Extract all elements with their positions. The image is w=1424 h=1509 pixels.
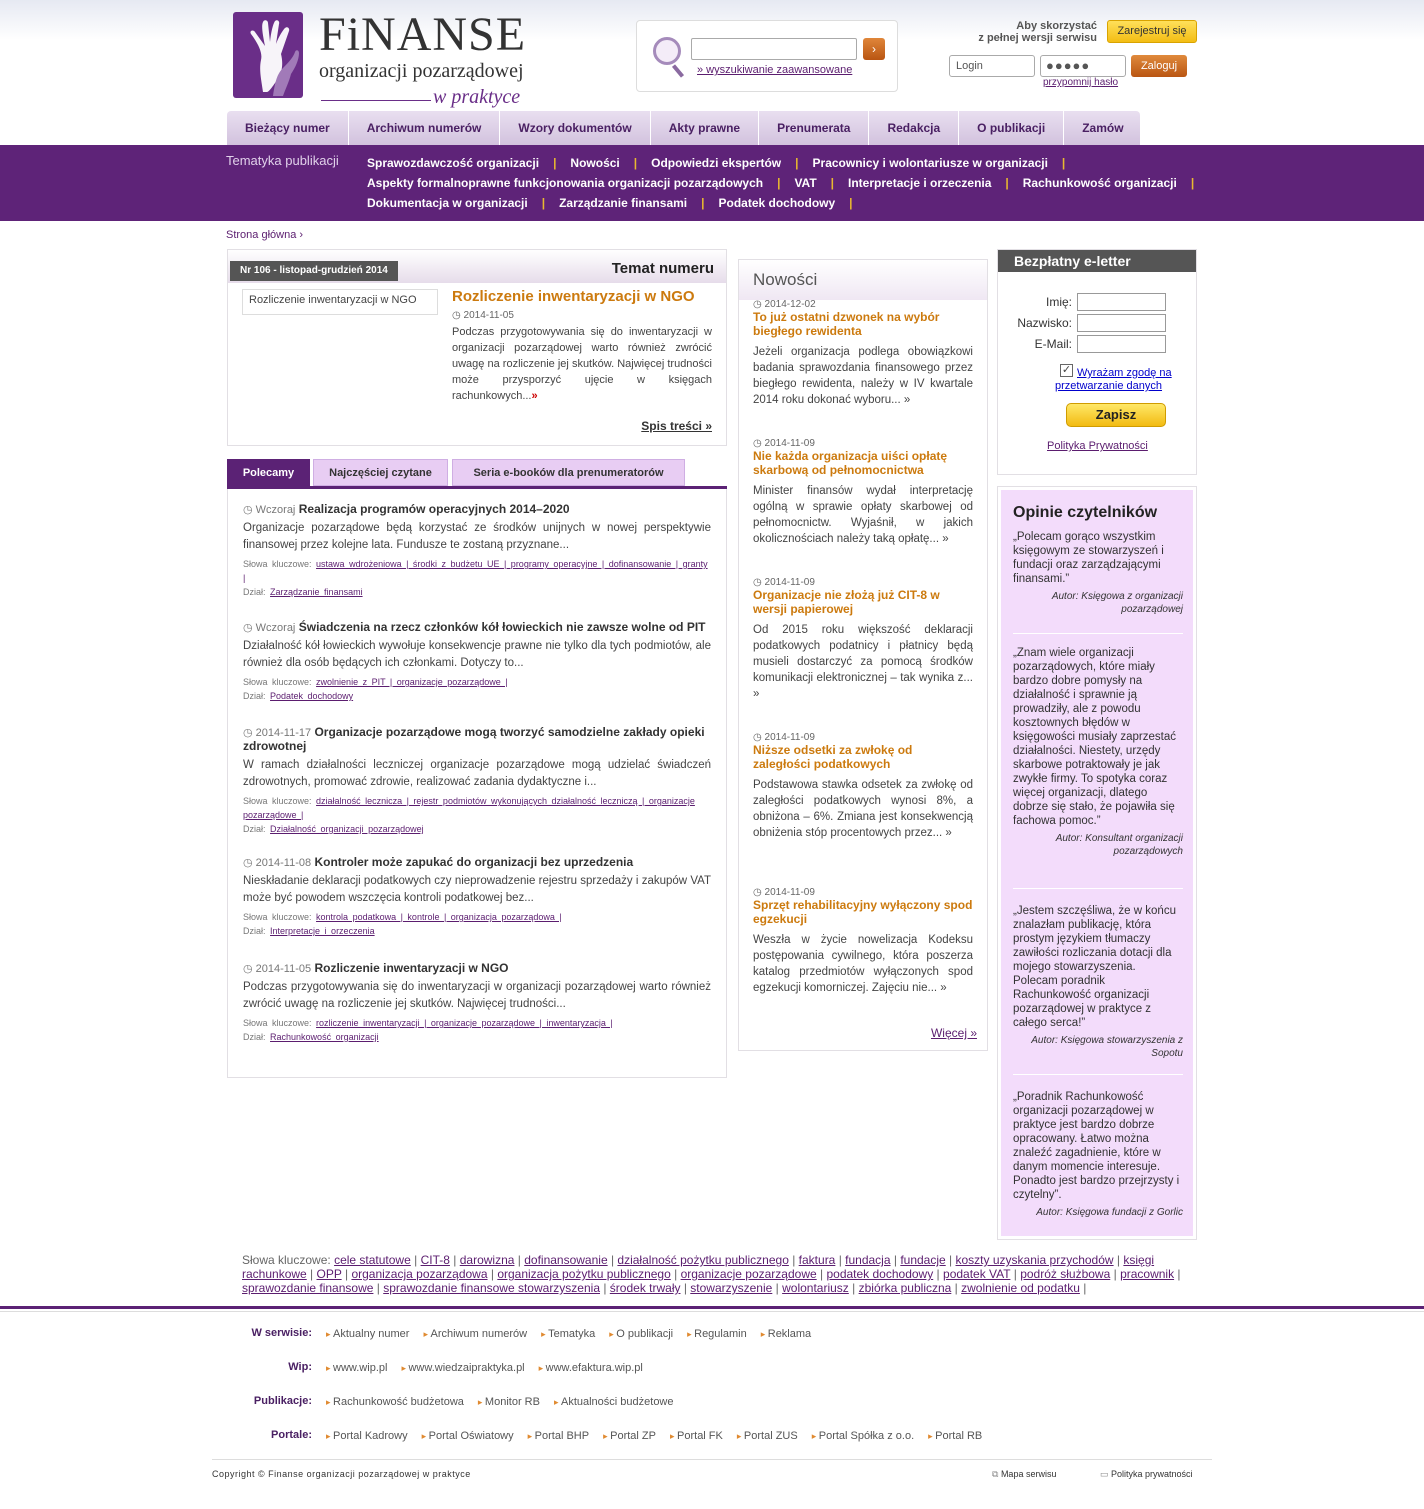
keyword-link[interactable]: sprawozdanie finansowe stowarzyszenia: [383, 1281, 600, 1295]
news-item: [753, 887, 973, 996]
tab-ebooks[interactable]: Seria e-booków dla prenumeratorów: [452, 459, 685, 486]
topic-separator: |: [553, 156, 557, 170]
feed-item-date: [243, 857, 311, 869]
keywords-links[interactable]: zwolnienie z PIT | organizacje pozarządowe |: [316, 677, 508, 687]
news-text: Minister finansów wydał interpretację ogólną w sprawie opłaty skarbowej od pełnomocnictw. Wyjaśnił, w jakich okolicznościach należy taką opłatę... »: [753, 485, 973, 545]
keyword-link[interactable]: dofinansowanie: [524, 1253, 608, 1267]
feed-item-date-text: 2014-11-08: [255, 857, 312, 869]
news-text: Weszła w życie nowelizacja Kodeksu postępowania cywilnego, która poszerza katalog przedmiotów wyłączonych spod egzekucji komorniczej. Zajęciu nie... »: [753, 934, 973, 994]
feed-panel: [227, 489, 727, 1078]
feed-item-text: Podczas przygotowywania się do inwentaryzacji w organizacji pozarządowej warto również zwrócić uwagę na rozliczenie jej skutków. Najwięcej trudności...: [243, 981, 711, 1010]
feed-item-date: [243, 963, 311, 975]
footer-link[interactable]: ▸ Archiwum numerów: [423, 1328, 527, 1340]
opinion-separator: [1013, 888, 1183, 889]
tab-recommended[interactable]: Polecamy: [227, 459, 310, 486]
department-label: Dział:: [243, 926, 266, 936]
footer-row-label: Publikacje:: [253, 1395, 312, 1407]
issue-date-text: 2014-11-05: [463, 310, 514, 321]
nav-item-2[interactable]: Wzory dokumentów: [500, 111, 650, 145]
email-field[interactable]: [1077, 335, 1166, 353]
register-prompt-line1: Aby skorzystać: [1016, 20, 1097, 32]
footer-link[interactable]: ▸ O publikacji: [609, 1328, 673, 1340]
clock-icon: ◷: [452, 310, 464, 321]
issue-theme-heading: Temat numeru: [611, 260, 714, 277]
keywords-cloud-label: Słowa kluczowe:: [242, 1253, 331, 1267]
keywords-links[interactable]: kontrola podatkowa | kontrole | organizacja pozarządowa |: [316, 912, 562, 922]
register-prompt: [940, 20, 1097, 44]
topic-separator: |: [1005, 176, 1009, 190]
consent-link[interactable]: Wyrażam zgodę na przetwarzanie danych: [1055, 367, 1172, 392]
news-title: Nowości: [753, 270, 818, 289]
opinion: [1013, 646, 1183, 858]
feed-item-keywords: [243, 675, 711, 703]
news-text: Podstawowa stawka odsetek za zwłokę od zaległości podatkowych wynosi 8%, a obniżona – 6%. Zmiana jest konsekwencją obniżenia stóp procentowych przez... »: [753, 779, 973, 839]
privacy-policy-link[interactable]: Polityka Prywatności: [1047, 440, 1148, 452]
keyword-link[interactable]: wolontariusz: [782, 1281, 849, 1295]
footer-link[interactable]: ▸ Portal FK: [670, 1430, 723, 1442]
main-navigation: [227, 111, 1140, 145]
keywords-label: Słowa kluczowe:: [243, 559, 312, 569]
footer-row-label: W serwisie:: [251, 1327, 312, 1339]
keyword-link[interactable]: organizacje pozarządowe: [680, 1267, 817, 1281]
news-title-link[interactable]: To już ostatni dzwonek na wybór biegłego rewidenta: [753, 310, 940, 338]
feed-item: [243, 725, 711, 836]
footer-row-links: [326, 1396, 688, 1408]
footer-link[interactable]: ▸ Portal ZUS: [737, 1430, 798, 1442]
eletter-title: Bezpłatny e-letter: [998, 250, 1196, 272]
site-logo[interactable]: [233, 8, 533, 108]
feed-item: [243, 855, 711, 938]
feed-item: [243, 502, 711, 599]
opinion-author: Autor: Księgowa stowarzyszenia z Sopotu: [1031, 1035, 1183, 1059]
footer-row-label: Portale:: [271, 1429, 312, 1441]
clock-icon: ◷: [753, 887, 765, 898]
feed-item-title[interactable]: Organizacje pozarządowe mogą tworzyć samodzielne zakłady opieki zdrowotnej: [243, 725, 705, 753]
footer-row-links: [326, 1430, 996, 1442]
news-title-link[interactable]: Sprzęt rehabilitacyjny wyłączony spod egzekucji: [753, 898, 973, 926]
topics-label: Tematyka publikacji: [226, 153, 339, 168]
keywords-label: Słowa kluczowe:: [243, 796, 312, 806]
opinions-title: Opinie czytelników: [1013, 504, 1158, 521]
opinion: [1013, 904, 1183, 1060]
department-label: Dział:: [243, 587, 266, 597]
keyword-link[interactable]: działalność pożytku publicznego: [617, 1253, 789, 1267]
topic-link[interactable]: Interpretacje i orzeczenia: [848, 176, 992, 190]
feed-item-title[interactable]: Kontroler może zapukać do organizacji bez uprzedzenia: [314, 855, 634, 869]
feed-item-title[interactable]: Realizacja programów operacyjnych 2014–2020: [298, 502, 570, 516]
news-title-link[interactable]: Organizacje nie złożą już CIT-8 w wersji papierowej: [753, 588, 940, 616]
eletter-panel: [997, 249, 1197, 475]
feed-item-keywords: [243, 910, 711, 938]
news-text: Od 2015 roku większość deklaracji podatkowych podatnicy i płatnicy będą musieli dostarczyć za pomocą środków komunikacji elektronicznej – tak wynika z... »: [753, 624, 973, 700]
footer-link[interactable]: ▸ www.wip.pl: [326, 1362, 387, 1374]
sitemap-label: Mapa serwisu: [1000, 1469, 1057, 1479]
issue-article-title[interactable]: Rozliczenie inwentaryzacji w NGO: [452, 288, 695, 305]
document-icon: ▭: [1100, 1469, 1112, 1479]
consent-checkbox[interactable]: ✓: [1061, 364, 1072, 376]
topic-link[interactable]: Dokumentacja w organizacji: [367, 196, 528, 210]
topic-separator: |: [777, 176, 781, 190]
news-date: [753, 732, 973, 743]
news-title-link[interactable]: Niższe odsetki za zwłokę od zaległości podatkowych: [753, 743, 913, 771]
feed-item-keywords: [243, 557, 711, 599]
register-button[interactable]: Zarejestruj się: [1107, 20, 1197, 43]
keywords-cloud: Słowa kluczowe: cele statutowe | CIT-8 | darowizna | dofinansowanie | działalność pożytku publicznego | faktura | fundacja | fundacje | koszty uzyskania przychodów | księgi rachunkowe | OPP | organizacja pozarządowa | organizacja pożytku publicznego | organizacje pozarządowe | podatek dochodowy | podatek VAT | podróż służbowa | pracownik | sprawozdanie finansowe | sprawozdanie finansowe stowarzyszenia | środek trwały | stowarzyszenie | wolontariusz | zbiórka publiczna | zwolnienie od podatku |: [242, 1253, 1181, 1295]
news-date-text: 2014-11-09: [764, 438, 815, 449]
feed-item-keywords: [243, 1016, 711, 1044]
feed-tabs: [227, 459, 727, 489]
footer-link[interactable]: ▸ Portal RB: [928, 1430, 982, 1442]
feed-item-date-text: Wczoraj: [255, 504, 296, 516]
email-label: E-Mail:: [1034, 337, 1072, 351]
nav-item-4[interactable]: Prenumerata: [759, 111, 869, 145]
topic-separator: |: [1061, 156, 1066, 170]
advanced-search-link[interactable]: » wyszukiwanie zaawansowane: [697, 64, 853, 76]
feed-item-text: W ramach działalności leczniczej organizacje pozarządowe mogą udzielać świadczeń zdrowotnych, promować zdrowie, realizować zadania dydaktyczne i...: [243, 759, 711, 788]
clock-icon: ◷: [753, 577, 765, 588]
keyword-link[interactable]: środek trwały: [609, 1281, 681, 1295]
logo-tagline: w praktyce: [433, 86, 521, 108]
keyword-link[interactable]: koszty uzyskania przychodów: [955, 1253, 1114, 1267]
topics-links: [367, 153, 1197, 213]
footer-rule: [0, 1306, 1424, 1309]
nav-item-5[interactable]: Redakcja: [869, 111, 959, 145]
nav-item-3[interactable]: Akty prawne: [651, 111, 759, 145]
footer-link[interactable]: ▸ Portal ZP: [603, 1430, 656, 1442]
feed-item-header: [243, 725, 711, 753]
news-date-text: 2014-11-09: [764, 732, 815, 743]
keywords-links[interactable]: rozliczenie inwentaryzacji | organizacje pozarządowe | inwentaryzacja |: [316, 1018, 613, 1028]
opinion-text: „Jestem szczęśliwa, że w końcu znalazłam publikację, która prostym językiem tłumaczy zawiłości rozliczania dotacji dla mojego stowarzyszenia. Polecam poradnik Rachunkowość organizacji pozarządowej w praktyce z całego serca!”: [1013, 905, 1176, 1029]
keywords-label: Słowa kluczowe:: [243, 677, 312, 687]
department-link[interactable]: Zarządzanie finansami: [270, 587, 363, 597]
footer-link[interactable]: ▸ Regulamin: [687, 1328, 747, 1340]
footer-row-links: [326, 1328, 825, 1340]
footer-link[interactable]: ▸ www.wiedzaipraktyka.pl: [401, 1362, 524, 1374]
keyword-link[interactable]: cele statutowe: [334, 1253, 411, 1267]
news-title-link[interactable]: Nie każda organizacja uiści opłatę skarbową od pełnomocnictwa: [753, 449, 948, 477]
department-link[interactable]: Interpretacje i orzeczenia: [270, 926, 375, 936]
news-item: [753, 732, 973, 841]
news-date: [753, 577, 973, 588]
keyword-link[interactable]: stowarzyszenie: [690, 1281, 773, 1295]
clock-icon: ◷: [243, 622, 256, 634]
nav-item-7[interactable]: Zamów: [1064, 111, 1142, 145]
clock-icon: ◷: [753, 732, 765, 743]
topic-separator: |: [633, 156, 638, 170]
opinion-separator: [1013, 1074, 1183, 1075]
footer-link[interactable]: ▸ Tematyka: [541, 1328, 595, 1340]
sitemap-link[interactable]: [992, 1469, 1056, 1480]
keyword-link[interactable]: podatek VAT: [943, 1267, 1011, 1281]
feed-item-date: [243, 504, 295, 516]
department-label: Dział:: [243, 1032, 266, 1042]
search-button[interactable]: ›: [863, 38, 885, 60]
feed-item-date-text: Wczoraj: [255, 622, 296, 634]
issue-header: [228, 250, 726, 283]
keyword-link[interactable]: faktura: [798, 1253, 836, 1267]
topic-link[interactable]: Pracownicy i wolontariusze w organizacji: [812, 156, 1048, 170]
keyword-link[interactable]: pracownik: [1120, 1267, 1175, 1281]
department-label: Dział:: [243, 824, 266, 834]
clock-icon: ◷: [243, 504, 256, 516]
keywords-label: Słowa kluczowe:: [243, 1018, 312, 1028]
footer-link[interactable]: ▸ Aktualności budżetowe: [554, 1396, 674, 1408]
keyword-link[interactable]: CIT-8: [420, 1253, 450, 1267]
feed-item-date-text: 2014-11-05: [255, 963, 312, 975]
keyword-link[interactable]: sprawozdanie finansowe: [242, 1281, 374, 1295]
keyword-link[interactable]: fundacja: [845, 1253, 891, 1267]
magnifier-icon: [653, 37, 681, 65]
feed-item-header: [243, 502, 711, 516]
feed-item-header: [243, 620, 711, 634]
keyword-link[interactable]: księgi rachunkowe: [242, 1253, 1155, 1281]
remind-password-link[interactable]: przypomnij hasło: [1043, 77, 1119, 88]
surname-field[interactable]: [1077, 314, 1166, 332]
topic-separator: |: [1190, 176, 1195, 190]
nav-item-6[interactable]: O publikacji: [959, 111, 1064, 145]
feed-item-date-text: 2014-11-17: [255, 727, 312, 739]
feed-item-title[interactable]: Świadczenia na rzecz członków kół łowieckich nie zawsze wolne od PIT: [298, 620, 706, 634]
keywords-links[interactable]: ustawa wdrożeniowa | środki z budżetu UE | programy operacyjne | dofinansowanie | granty |: [243, 559, 708, 583]
feed-item-header: [243, 855, 711, 869]
logo-title: FiNANSE: [319, 8, 527, 61]
footer-link[interactable]: ▸ Portal Oświatowy: [422, 1430, 514, 1442]
topic-link[interactable]: Rachunkowość organizacji: [1022, 176, 1177, 190]
feed-item-date: [243, 727, 311, 739]
footer-rule-thin: [0, 1311, 1424, 1312]
issue-date: [452, 310, 514, 321]
search-box: [636, 20, 898, 92]
topic-link[interactable]: Nowości: [570, 156, 620, 170]
footer-link[interactable]: ▸ Reklama: [761, 1328, 811, 1340]
nav-item-1[interactable]: Archiwum numerów: [349, 111, 501, 145]
password-field[interactable]: ●●●●●: [1040, 55, 1126, 77]
name-field[interactable]: [1077, 293, 1166, 311]
keyword-link[interactable]: podróż służbowa: [1020, 1267, 1111, 1281]
keyword-link[interactable]: zwolnienie od podatku: [961, 1281, 1080, 1295]
issue-panel: [227, 249, 727, 446]
footer-link[interactable]: ▸ Portal Spółka z o.o.: [812, 1430, 914, 1442]
topic-link[interactable]: Sprawozdawczość organizacji: [367, 156, 540, 170]
opinion-text: „Polecam gorąco wszystkim księgowym ze stowarzyszeń i fundacji oraz zarządzającymi finansami.”: [1013, 531, 1164, 585]
surname-label: Nazwisko:: [1017, 316, 1072, 330]
copyright-rule: [212, 1459, 1212, 1460]
feed-item-text: Organizacje pozarządowe będą korzystać ze środków unijnych w nowej perspektywie finansowej przez kolejne lata. Fundusze te zostaną przyznane...: [243, 522, 711, 551]
topic-separator: |: [701, 196, 705, 210]
keyword-link[interactable]: fundacje: [900, 1253, 946, 1267]
news-date: [753, 299, 973, 310]
topic-link[interactable]: Aspekty formalnoprawne funkcjonowania organizacji pozarządowych: [367, 176, 764, 190]
footer-privacy-link[interactable]: [1100, 1469, 1193, 1480]
keyword-link[interactable]: OPP: [316, 1267, 342, 1281]
footer-row-label: Wip:: [288, 1361, 312, 1373]
footer-link[interactable]: ▸ Portal BHP: [528, 1430, 589, 1442]
feed-item-title[interactable]: Rozliczenie inwentaryzacji w NGO: [314, 961, 509, 975]
topic-link[interactable]: Podatek dochodowy: [718, 196, 836, 210]
breadcrumb[interactable]: Strona główna ›: [226, 229, 304, 241]
more-arrow-icon[interactable]: »: [531, 390, 538, 402]
keyword-link[interactable]: organizacja pozarządowa: [351, 1267, 488, 1281]
issue-thumbnail[interactable]: Rozliczenie inwentaryzacji w NGO: [242, 289, 438, 315]
opinion-separator: [1013, 633, 1183, 634]
feed-item-text: Działalność kół łowieckich wywołuje konsekwencje prawne nie tylko dla tych podmiotów, ale również dla osób będących ich członkami. Dotyczy to...: [243, 640, 711, 669]
clock-icon: ◷: [243, 727, 256, 739]
issue-lead-text: Podczas przygotowywania się do inwentaryzacji w organizacji pozarządowej warto również zwrócić uwagę na rozliczenie jej skutków. Najwięcej trudności może przysporzyć ujęcie w księgach rachunkowych...: [452, 326, 712, 402]
news-item: [753, 438, 973, 547]
feed-item-text: Nieskładanie deklaracji podatkowych czy nieprowadzenie rejestru sprzedaży i zakupów VAT może być powodem wszczęcia kontroli podatkowej bez...: [243, 875, 711, 904]
footer-link[interactable]: ▸ Portal Kadrowy: [326, 1430, 408, 1442]
news-text: Jeżeli organizacja podlega obowiązkowi badania sprawozdania finansowego przez biegłego rewidenta, należy w IV kwartale 2014 roku dokonać wyboru... »: [753, 346, 973, 406]
login-button[interactable]: Zaloguj: [1131, 55, 1187, 77]
news-header: [739, 260, 987, 300]
clock-icon: ◷: [243, 857, 256, 869]
nav-item-0[interactable]: Bieżący numer: [227, 111, 349, 145]
news-date-text: 2014-11-09: [764, 887, 815, 898]
department-link[interactable]: Podatek dochodowy: [270, 691, 354, 701]
keyword-link[interactable]: organizacja pożytku publicznego: [497, 1267, 671, 1281]
news-more-link[interactable]: Więcej »: [930, 1026, 977, 1040]
name-label: Imię:: [1045, 295, 1072, 309]
clock-icon: ◷: [243, 963, 256, 975]
footer-link[interactable]: ▸ www.efaktura.wip.pl: [539, 1362, 643, 1374]
footer-link[interactable]: ▸ Monitor RB: [478, 1396, 540, 1408]
opinion-author: Autor: Księgowa fundacji z Gorlic: [1036, 1207, 1183, 1218]
feed-item: [243, 961, 711, 1044]
topic-separator: |: [849, 196, 853, 210]
topic-separator: |: [541, 196, 546, 210]
news-date: [753, 438, 973, 449]
topic-link[interactable]: Zarządzanie finansami: [559, 196, 688, 210]
feed-item-keywords: [243, 794, 711, 836]
footer-privacy-label: Polityka prywatności: [1111, 1469, 1193, 1479]
keywords-links[interactable]: działalność lecznicza | rejestr podmiotów wykonujących działalność leczniczą | organizacje pozarządowe |: [243, 796, 695, 820]
news-date-text: 2014-11-09: [764, 577, 815, 588]
news-date-text: 2014-12-02: [764, 299, 816, 310]
keyword-link[interactable]: podatek dochodowy: [826, 1267, 934, 1281]
clock-icon: ◷: [753, 438, 765, 449]
news-date: [753, 887, 973, 898]
opinions-panel: [997, 486, 1197, 1240]
logo-subtitle: organizacji pozarządowej: [319, 60, 524, 82]
issue-number-badge: Nr 106 - listopad-grudzień 2014: [230, 261, 398, 281]
clock-icon: ◷: [753, 299, 765, 310]
opinion: [1013, 1090, 1183, 1219]
issue-lead: [452, 324, 712, 404]
topic-link[interactable]: VAT: [794, 176, 817, 190]
keyword-link[interactable]: darowizna: [459, 1253, 515, 1267]
footer-link[interactable]: ▸ Rachunkowość budżetowa: [326, 1396, 464, 1408]
footer-row-links: [326, 1362, 657, 1374]
news-item: [753, 577, 973, 702]
login-field[interactable]: Login: [949, 55, 1035, 77]
topic-separator: |: [795, 156, 799, 170]
news-panel: [738, 259, 988, 1051]
tab-most-read[interactable]: Najczęściej czytane: [313, 459, 448, 486]
opinion: [1013, 530, 1183, 616]
news-item: [753, 299, 973, 408]
opinion-text: „Znam wiele organizacji pozarządowych, które miały bardzo dobre pomysły na działalność i sprawnie ją prowadziły, ale z powodu kosztownych błędów w księgowości musiały zaprzestać działalności. Niestety, urzędy skarbowe potraktowały je jak zwykłe firmy. To spotyka coraz więcej organizacji, dlatego dobrze się stało, że pojawiła się fachowa pomoc.”: [1013, 647, 1176, 827]
logo-rule: [321, 100, 431, 101]
department-link[interactable]: Rachunkowość organizacji: [270, 1032, 379, 1042]
department-link[interactable]: Działalność organizacji pozarządowej: [270, 824, 424, 834]
table-of-contents-link[interactable]: Spis treści »: [641, 419, 712, 433]
subscribe-button[interactable]: Zapisz: [1066, 403, 1166, 427]
opinion-text: „Poradnik Rachunkowość organizacji pozarządowej w praktyce jest bardzo dobrze opracowany. Łatwo można znaleźć zagadnienie, które w danym momencie interesuje. Ponadto jest bardzo przejrzysty i czytelny”.: [1013, 1091, 1180, 1201]
footer-link[interactable]: ▸ Aktualny numer: [326, 1328, 409, 1340]
feed-item-header: [243, 961, 711, 975]
register-prompt-line2: z pełnej wersji serwisu: [978, 32, 1097, 44]
topic-separator: |: [830, 176, 835, 190]
keywords-label: Słowa kluczowe:: [243, 912, 312, 922]
department-label: Dział:: [243, 691, 266, 701]
copyright: Copyright © Finanse organizacji pozarządowej w praktyce: [212, 1469, 471, 1479]
search-input[interactable]: [691, 38, 857, 60]
feed-item-date: [243, 622, 295, 634]
keyword-link[interactable]: zbiórka publiczna: [858, 1281, 952, 1295]
hands-logo-icon: [233, 12, 303, 98]
opinions-inner: [1001, 490, 1193, 1236]
opinion-author: Autor: Księgowa z organizacji pozarządowej: [1051, 591, 1183, 615]
feed-item: [243, 620, 711, 703]
sitemap-icon: ⧉: [992, 1469, 1001, 1479]
topic-link[interactable]: Odpowiedzi ekspertów: [651, 156, 782, 170]
opinion-author: Autor: Konsultant organizacji pozarządowych: [1055, 833, 1183, 857]
